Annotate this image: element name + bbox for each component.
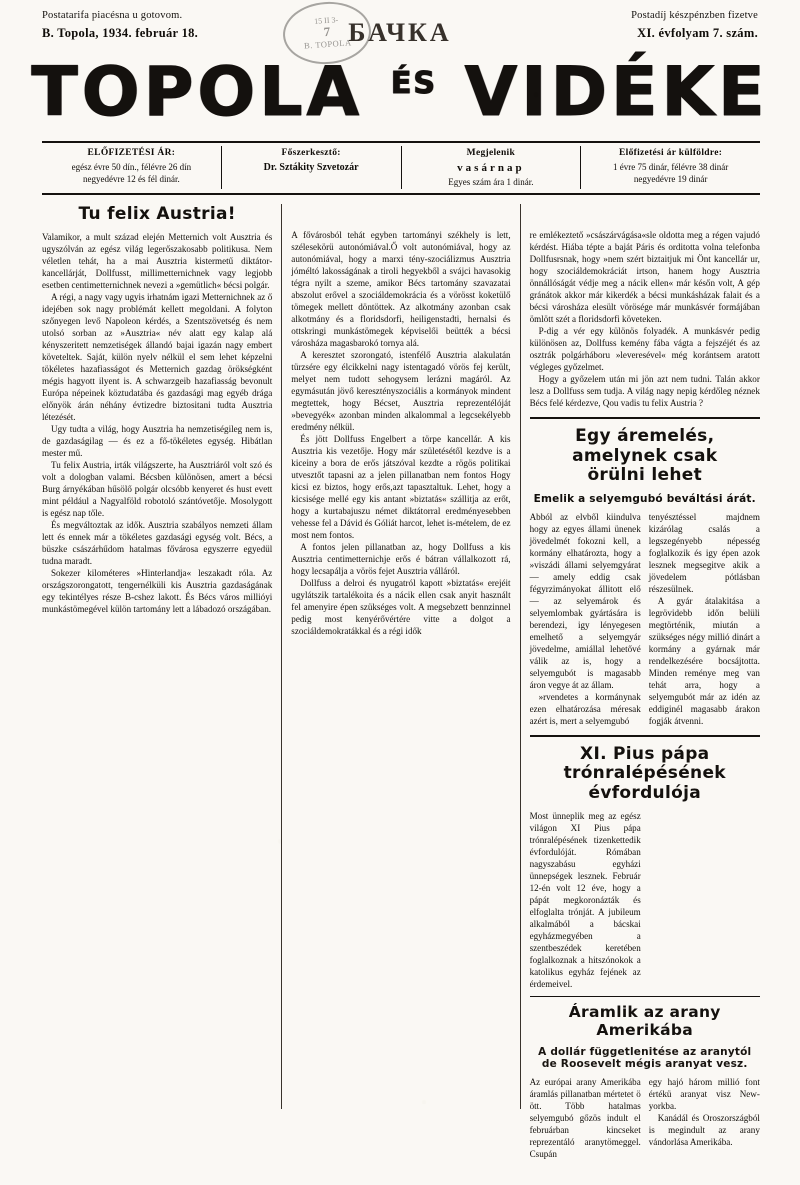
postal-note-left: Postatarifa piacésna u gotovom.	[42, 10, 183, 21]
article-title-pius	[530, 745, 760, 804]
editor-name: Dr. Sztákity Szvetozár	[263, 162, 359, 174]
title-line-2: évfordulója	[588, 782, 701, 803]
infobar-line: egész évre 50 dín., félévre 26 dín	[71, 162, 192, 173]
article-paragraph: »rvendetes a kormánynak ezen elhatározása méresak azért is, mert a selyemgubó	[529, 691, 641, 726]
article-paragraph: A fővárosból tehát egyben tartományi székhely is lett, szélesekörü autonómiával.Ő volt autonómiával, hogy az autonómiával, hogy a marxi tény-szociálizmus Ausztria jóméltó lakosságának a tiroli hegyekből a svájci havasokig tégra nyilt a szeme, amikor Bécs tartomány szavazatai abszolut erővel a szociáldemokrácia és a vörösst koketülő tömegek mellett döntöttek. Az alkotmány azonban csak alkotmány és a floridsdorfi, heiligenstadti, hernalsi és ottskringi munkástömegek képviselői beütték a bécsi városháza magasbarokó tornya alá.	[291, 230, 511, 349]
article-title-arany: Áramlik az arany Amerikába	[568, 1003, 721, 1040]
infobar-subscription-domestic	[42, 146, 221, 189]
postal-note-right: Postadíj készpénzben fizetve	[631, 10, 758, 21]
article-paragraph: Tu felix Austria, irták világszerte, ha Ausztriáról volt szó és volt a dologban valami. Bécsben különösen, amert a bécsi Burg árnyékában hűsölő polgár olcsóbb kenyeret és hust evett mint például a Nagyalföld robotoló szántóvetője. Mosolygott is egész nap tőle.	[42, 460, 273, 519]
infobar-header: Megjelenik	[466, 148, 516, 159]
article-subtitle-aremeles: Emelik a selyemgubó beváltási árát.	[533, 492, 756, 505]
infobar-line: 1 évre 75 dinár, félévre 38 dinár	[612, 162, 729, 173]
article-title-tu-felix: Tu felix Austria!	[78, 204, 236, 225]
column-1	[42, 204, 281, 1109]
article-paragraph: A keresztet szorongató, istenfélő Ausztria alakulatán türzsére egy élcikkelni nagy istentagadó vörös fej került, melyet nem tudott sehogysem lerázni magáról. Az egymásután jövő keresztényszociális a kormányok mindent megtettek, hogy Bécset, Ausztria reprezentélóját »bevegyék« azonban minden alkalommal a legcsekélyebb eredmény nélkül.	[291, 350, 511, 433]
infobar-header: Előfizetési ár külföldre:	[619, 148, 723, 159]
column-3	[521, 204, 760, 1160]
section-divider	[530, 996, 760, 997]
issue-date: B. Topola, 1934. február 18.	[42, 26, 199, 40]
article-paragraph: És megváltoztak az idők. Ausztria szabályos nemzeti állam lett és ennek már a tökéletes gazdasági egység volt. Bécs, a büszke császárhűdom hatalmas fővárosa egyszerre egyedül tudna maradt.	[42, 520, 273, 567]
article-paragraph: egy hajó három millió font értékü aranyat visz New-yorkba.	[648, 1077, 760, 1112]
title-separator: ÉS	[390, 66, 437, 101]
article-paragraph: Ugy tudta a világ, hogy Ausztria ha nemzetiségileg nem is, de gazdaságilag — és ez a fő-tökéletes egység. Hibátlan mester mű.	[42, 424, 273, 459]
pius-subcolumn-1	[530, 810, 641, 990]
infobar-header: Főszerkesztő:	[281, 148, 341, 159]
article-paragraph: A gyár átalakitása a legrövidebb időn belüli megtörténik, miután a szükséges négy millió dinárt a kormány a gyárnak már rendelkezésére bocsájtotta. Minden reménye meg van tehát arra, hogy a selyemgubót már az idén az eddiginél magasabb árakon fogják átvenni.	[648, 595, 760, 726]
title-line-1: Egy áremelés, amelynek csak	[572, 426, 718, 466]
single-copy-price: Egyes szám ára 1 dinár.	[448, 176, 534, 187]
infobar-line: negyedévre 19 dinár	[633, 174, 708, 185]
postmark-date: 15 II 3-	[313, 15, 339, 26]
page-title	[0, 53, 800, 132]
article-paragraph: P-dig a vér egy különös folyadék. A munkásvér pedig különösen az, Dollfuss kemény fába vágta a fejszéjét és az osztrák polgárháboru »leveresével« még korántsem aratott végleges győzelmet.	[529, 326, 760, 373]
volume-issue: XI. évfolyam 7. szám.	[637, 26, 758, 40]
masthead-top	[0, 0, 800, 58]
title-line-1: XI. Pius pápa trónralépésének	[563, 743, 726, 784]
cyrillic-word: БАЧКА	[348, 18, 452, 47]
article-paragraph: Most ünneplik meg az egész világon XI Pius pápa trónralépésének tizenkettedik évfordulóját. Rómában nagyszabásu egyházi ünnepségek lesznek. Február 12-én volt 12 éve, hogy a pápát megkoronázták és elfoglalta trónját. A jubileum alkalmából a bácskai egyházmegyében a szentbeszédek keretében foglalkoznak a hitszónokok a katolikus egyház fejének az érdemeivel.	[529, 811, 641, 990]
infobar-subscription-foreign	[580, 146, 760, 189]
aremeles-subcolumn-1	[530, 511, 641, 727]
section-divider	[530, 735, 760, 737]
article-paragraph: Kanádál és Oroszországból is megindult az arany vándorlása Amerikába.	[648, 1113, 760, 1148]
article-subtitle-arany: A dollár függetlenitése az aranytól de Roosevelt mégis aranyat vesz.	[538, 1046, 752, 1071]
aremeles-body	[530, 511, 760, 727]
article-paragraph: Dollfuss a delroi és nyugatról kapott »biztatás« erejéit ugylátszik tartalékoita és a nácik ellen csak anyit használt fel amenyire épen szükséges volt. A megsebzett bennzinnel pedig most kenyérővértére vitte a dolgot a szociáldemokratákkal és a régi idők	[291, 578, 511, 637]
article-columns	[42, 204, 760, 1160]
masthead-right	[631, 10, 758, 41]
article-paragraph: Sokezer kilométeres »Hinterlandja« leszakadt róla. Az országszorongatott, tengernélküli kis Ausztria gazdaságának egy tekintélyes része B-cshez lakott. És Bécs város millióyi munkástömegével külön tartomány lett a lábadozó országában.	[42, 568, 273, 615]
section-divider	[530, 417, 760, 419]
publication-day: vasárnap	[457, 162, 525, 175]
article-paragraph: re emlékeztető »császárvágása«sle oldotta meg a régen vajudó kérdést. Hiába tépte a baját Páris és orditotta volna telefonba Dollfusrsnak, hogy »nem szért biztaitjuk mi Önt kancellár ur, hogy szociáldemokráciát irtson, hanem hogy Ausztria önnállóságát védje meg a nácik ellen« már későn volt, A gép gránátok akkor már kikerdék a bécsi munkásházak falait és a bécsi városháza elesült vörösége már munkásvér formájában ömlött szét a floridsdorfi követeken.	[529, 230, 760, 325]
article-paragraph: Az európai arany Amerikába áramlás pillanatban mértetet ö ött. Több hatalmas selyemgubó gőzös indult el februárban kincseket reprezentáló aranytömeggel. Csupán	[529, 1077, 641, 1160]
arany-subcolumn-2	[649, 1076, 760, 1160]
postmark-number: 7	[323, 23, 331, 40]
title-line-2: örülni lehet	[587, 465, 703, 486]
article-paragraph: Abból az elvből kiindulva hogy az egyes állami ünenek jövedelmét fokozni kell, a kormány elhatározta, hogy a »viszádi állami selyemgyárat — amely eddig csak fégyrzimányokat állitott elő — az selyemárok és selyemlombak gyártására is berendezi, igy lényegesen emelhető a selyemgyár jövedelme, amiállal lehetővé válik az is, hogy a selyemgubót is magasabb áron vegye át az állam.	[529, 511, 641, 690]
arany-body	[530, 1076, 760, 1160]
infobar-publication	[401, 146, 581, 189]
infobar-line: negyedévre 12 és fél dinár.	[83, 174, 180, 185]
postmark-place: B. TOPOLA	[303, 37, 352, 51]
article-paragraph: Valamikor, a mult század elején Metternich volt Ausztria és ugyszólván az egész világ legerőszakosabb politikusa. Nem véletlen tehát, ha a mai Ausztria kistermetű diktátor-kancellárját, Dollfusst, millimetternichnek vagy legjobb esetben centimetternichnek nevezi a »gemütlich« bécsi polgár.	[42, 232, 273, 291]
article-paragraph: tenyésztéssel majdnem kizárólag csalás a legszegényebb népesség foglalkozik és igy épen azok lesznek megsegitve akik a jövedelem pótlásban részesülnek.	[648, 511, 760, 594]
article-paragraph: És jött Dollfuss Engelbert a törpe kancellár. A kis Ausztria kis vezetője. Hogy már születésétől kezdve is a kiceiny a bora de erős játszóval kezdte a rögös politikai utvesztőt tapasni az a jelen pillanatban nem fontos Hogy kicsi ez biztos, hogy erős,azt tapasztaltuk. Lehet, hogy a kicsisége mellé egy kis antant »biztatás« szállitja az erőt, hogy a kurtabajuszu német diktátorral eredményesebben vehesse fel a Dávid és Góliát harcot, lehet is-mételem, de ez most nem fontos.	[291, 434, 511, 541]
article-paragraph: Hogy a győzelem után mi jön azt nem tudni. Talán akkor lesz a Dollfuss sem tudja. A világ nagy nepig kérdőleg néznek Bécs felé kérdezve, Qou vadis tu felix Austria ?	[529, 374, 760, 409]
title-word-right: VIDÉKE	[464, 53, 769, 132]
title-word-left: TOPOLA	[31, 53, 364, 132]
infobar-header: ELŐFIZETÉSI ÁR:	[87, 148, 176, 159]
aremeles-subcolumn-2	[649, 511, 760, 727]
article-paragraph: A régi, a nagy vagy ugyis irhatnám igazi Metternichnek az ő idejében sok nagy problémát kellett megoldani. A folyton szőnyegen levő Napoleon kérdés, a Szentszövetség és nem utolsó sorban az »Ausztria« név alatt egy kalap alá kényszeritett nemzetiségek állandó bajai igazán nagy embert követeltek. Saját, külön nyelv nélkül el sem lehet képzelni tökéletes hazafiasságot és Metternich gazdag örökségként mégis hagyott ilyent is. A schwarzgeib hazafiasság bevonult Európa népeinek köztudatába és gazdasági mag egyéb drága előnyök árán néhány évtizedre biztositani tudta Ausztria létezését.	[42, 292, 273, 423]
article-paragraph: A fontos jelen pillanatban az, hogy Dollfuss a kis Ausztria centimetternichje erős é bátran vállalkozott rá, hogy lecsapálja a vörös fejet Ausztria válláról.	[291, 542, 511, 577]
masthead-infobar	[42, 141, 760, 195]
article-title-aremeles	[530, 427, 760, 486]
pius-body	[530, 810, 760, 990]
pius-subcolumn-2	[649, 810, 760, 990]
arany-subcolumn-1	[530, 1076, 641, 1160]
infobar-editor	[221, 146, 401, 189]
column-2	[281, 204, 520, 1109]
